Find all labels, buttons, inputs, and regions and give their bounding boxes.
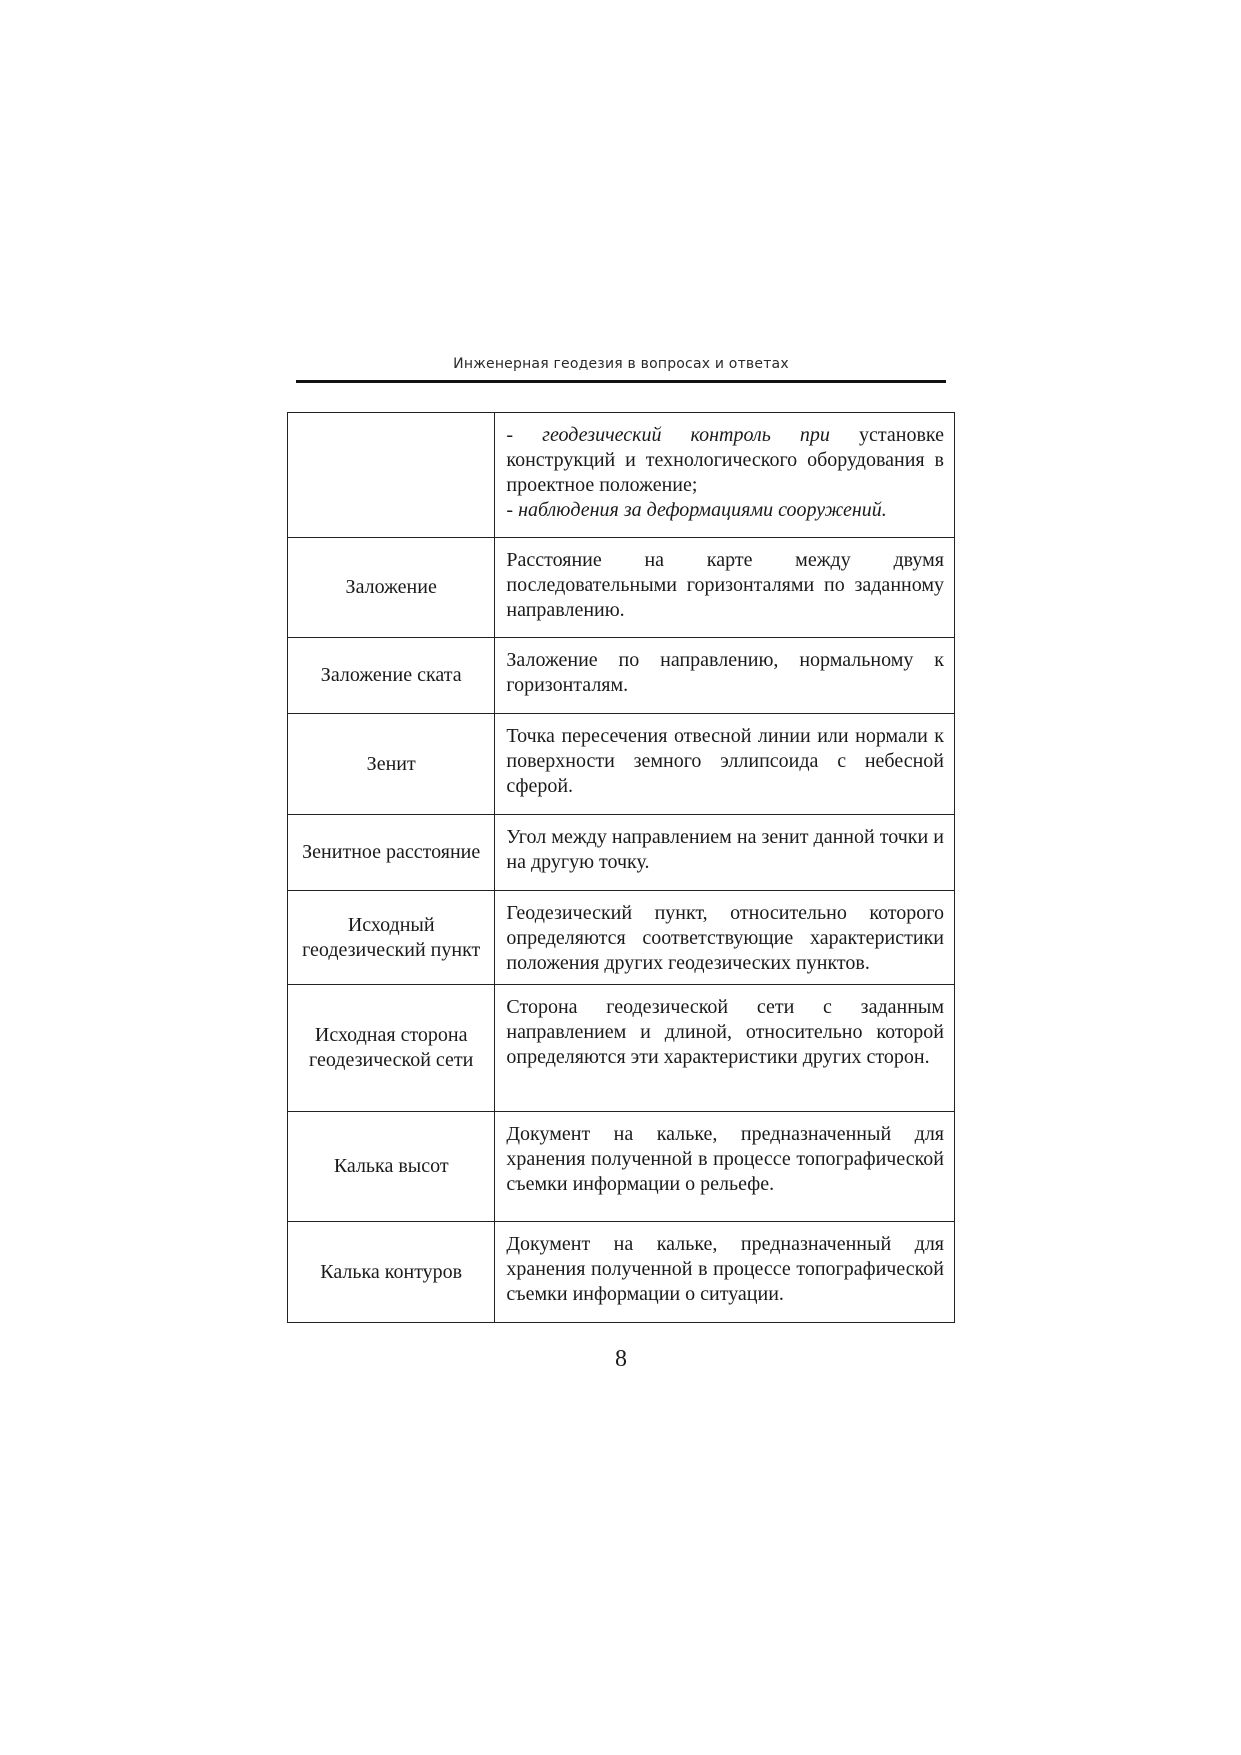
definition-cell <box>495 413 955 538</box>
term-cell: Зенитное расстояние <box>288 815 495 891</box>
definition-item <box>506 498 944 523</box>
term-cell: Калька высот <box>288 1112 495 1222</box>
term-cell: Исходная сторона геодезической сети <box>288 985 495 1112</box>
definition-cell: Заложение по направлению, нормальному к горизонталям. <box>495 638 955 714</box>
definition-cell: Расстояние на карте между двумя последовательными горизонталями по заданному направлению. <box>495 538 955 638</box>
definition-cell: Угол между направлением на зенит данной точки и на другую точку. <box>495 815 955 891</box>
table-row <box>288 985 955 1112</box>
italic-phrase: геодезический контроль при <box>542 424 830 446</box>
definition-cell: Геодезический пункт, относительно которого определяются соответствующие характеристики положения других геодезических пунктов. <box>495 891 955 985</box>
table-row <box>288 413 955 538</box>
term-cell: Зенит <box>288 714 495 815</box>
definition-cell: Сторона геодезической сети с заданным направлением и длиной, относительно которой определяются эти характеристики других сторон. <box>495 985 955 1112</box>
definition-cell: Документ на кальке, предназначенный для хранения полученной в процессе топографической съемки информации о ситуации. <box>495 1222 955 1323</box>
running-head-title: Инженерная геодезия в вопросах и ответах <box>453 356 789 372</box>
term-cell: Заложение ската <box>288 638 495 714</box>
table-row <box>288 638 955 714</box>
item-text: установке конструкций и технологического оборудования в проектное положение; <box>506 424 944 496</box>
page-number: 8 <box>615 1346 627 1372</box>
table-row <box>288 1222 955 1323</box>
header-rule <box>296 380 946 383</box>
italic-phrase: наблюдения за деформациями сооружений. <box>518 499 887 521</box>
definition-item <box>506 423 944 498</box>
table-row <box>288 714 955 815</box>
table-row <box>288 1112 955 1222</box>
term-cell: Исходный геодезический пункт <box>288 891 495 985</box>
term-cell: Заложение <box>288 538 495 638</box>
term-cell: Калька контуров <box>288 1222 495 1323</box>
definition-cell: Документ на кальке, предназначенный для хранения полученной в процессе топографической съемки информации о рельефе. <box>495 1112 955 1222</box>
item-dash: - <box>506 424 543 446</box>
table-row <box>288 815 955 891</box>
definition-cell: Точка пересечения отвесной линии или нормали к поверхности земного эллипсоида с небесной сферой. <box>495 714 955 815</box>
glossary-table <box>287 412 955 1323</box>
table-row <box>288 891 955 985</box>
item-dash: - <box>506 499 519 521</box>
term-cell <box>288 413 495 538</box>
table-row <box>288 538 955 638</box>
